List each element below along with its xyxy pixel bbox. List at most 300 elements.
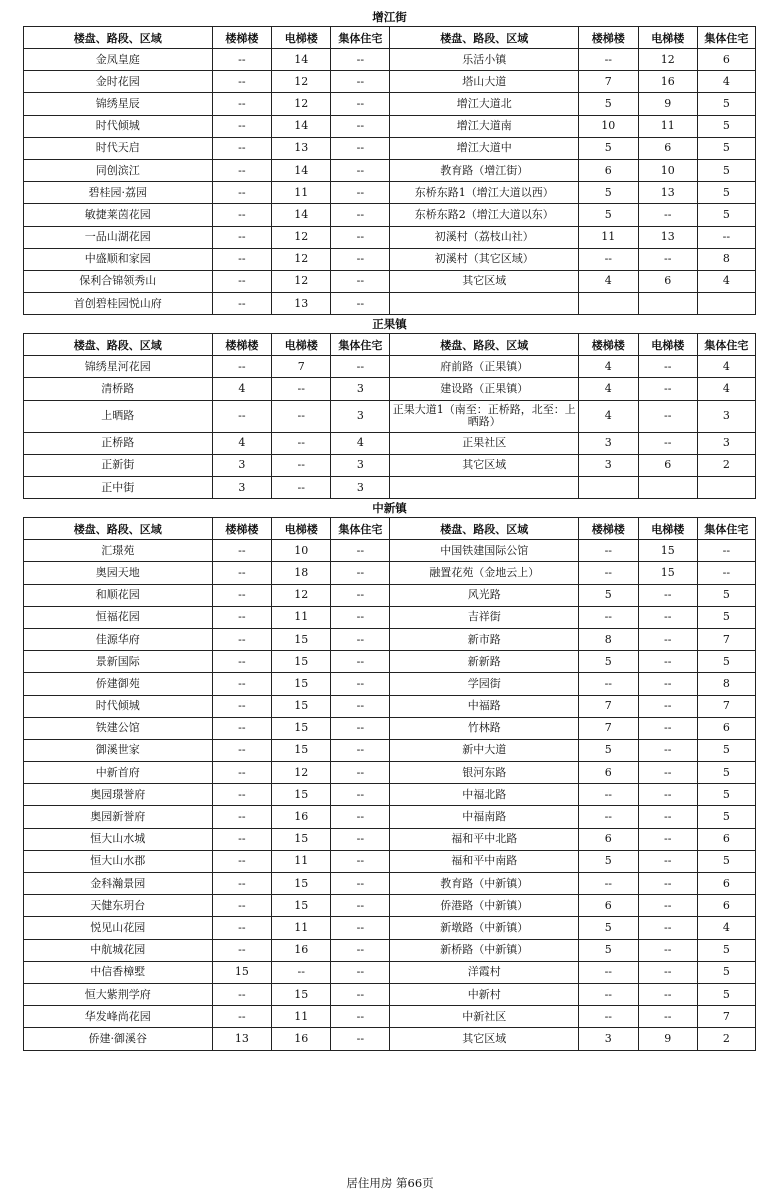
- table-row: [24, 983, 756, 1005]
- table-header-row: [24, 334, 756, 356]
- value-cell: --: [638, 873, 697, 895]
- value-cell: 12: [272, 762, 331, 784]
- table-row: [24, 917, 756, 939]
- value-cell: 10: [638, 159, 697, 181]
- value-cell: 5: [578, 850, 638, 872]
- location-cell: 恒大山水城: [24, 828, 213, 850]
- value-cell: 15: [272, 739, 331, 761]
- value-cell: 4: [697, 71, 755, 93]
- table-row: [24, 540, 756, 562]
- value-cell: 6: [638, 137, 697, 159]
- column-header: 楼梯楼: [578, 27, 638, 49]
- column-header: 楼盘、路段、区域: [24, 27, 213, 49]
- value-cell: --: [638, 739, 697, 761]
- value-cell: 6: [697, 895, 755, 917]
- value-cell: --: [331, 137, 390, 159]
- value-cell: 6: [697, 873, 755, 895]
- value-cell: 11: [638, 115, 697, 137]
- value-cell: 3: [578, 454, 638, 476]
- value-cell: --: [331, 71, 390, 93]
- value-cell: --: [331, 828, 390, 850]
- value-cell: --: [212, 917, 272, 939]
- table-row: [24, 115, 756, 137]
- value-cell: 15: [638, 540, 697, 562]
- value-cell: 7: [697, 628, 755, 650]
- location-cell: 中新社区: [390, 1006, 579, 1028]
- value-cell: [697, 293, 755, 315]
- location-cell: 景新国际: [24, 651, 213, 673]
- value-cell: --: [212, 1006, 272, 1028]
- location-cell: 塔山大道: [390, 71, 579, 93]
- location-cell: 侨港路（中新镇）: [390, 895, 579, 917]
- value-cell: [638, 293, 697, 315]
- value-cell: 15: [272, 895, 331, 917]
- value-cell: 5: [578, 137, 638, 159]
- value-cell: 2: [697, 454, 755, 476]
- location-cell: 铁建公馆: [24, 717, 213, 739]
- value-cell: --: [638, 400, 697, 432]
- table-row: [24, 584, 756, 606]
- value-cell: --: [212, 71, 272, 93]
- value-cell: --: [638, 378, 697, 400]
- table-row: [24, 137, 756, 159]
- value-cell: 3: [331, 378, 390, 400]
- section-title: 增江街: [372, 10, 407, 24]
- table-row: [24, 806, 756, 828]
- table-row: [24, 939, 756, 961]
- value-cell: --: [331, 939, 390, 961]
- value-cell: 9: [638, 1028, 697, 1050]
- location-cell: 正果社区: [390, 432, 579, 454]
- table-row: [24, 226, 756, 248]
- value-cell: 13: [638, 182, 697, 204]
- value-cell: 6: [697, 49, 755, 71]
- value-cell: --: [638, 673, 697, 695]
- column-header: 电梯楼: [638, 334, 697, 356]
- value-cell: --: [331, 917, 390, 939]
- value-cell: --: [212, 584, 272, 606]
- value-cell: --: [212, 673, 272, 695]
- value-cell: --: [331, 248, 390, 270]
- location-cell: 中福北路: [390, 784, 579, 806]
- value-cell: 5: [697, 137, 755, 159]
- value-cell: --: [331, 762, 390, 784]
- location-cell: 中新首府: [24, 762, 213, 784]
- value-cell: --: [331, 695, 390, 717]
- value-cell: 15: [272, 873, 331, 895]
- table-row: [24, 784, 756, 806]
- table-row: [24, 293, 756, 315]
- value-cell: 4: [578, 356, 638, 378]
- value-cell: --: [212, 248, 272, 270]
- value-cell: --: [638, 895, 697, 917]
- value-cell: 3: [331, 400, 390, 432]
- value-cell: --: [638, 651, 697, 673]
- value-cell: 4: [578, 400, 638, 432]
- location-cell: 其它区域: [390, 454, 579, 476]
- value-cell: --: [212, 226, 272, 248]
- table-row: [24, 1028, 756, 1050]
- location-cell: 新墩路（中新镇）: [390, 917, 579, 939]
- value-cell: 4: [697, 270, 755, 292]
- location-cell: 初溪村（荔枝山社）: [390, 226, 579, 248]
- value-cell: --: [212, 651, 272, 673]
- location-cell: 教育路（中新镇）: [390, 873, 579, 895]
- column-header: 楼盘、路段、区域: [24, 334, 213, 356]
- value-cell: --: [212, 115, 272, 137]
- value-cell: --: [638, 717, 697, 739]
- value-cell: 5: [697, 762, 755, 784]
- value-cell: --: [638, 628, 697, 650]
- value-cell: 15: [272, 983, 331, 1005]
- value-cell: 8: [697, 673, 755, 695]
- column-header: 电梯楼: [272, 334, 331, 356]
- value-cell: --: [638, 939, 697, 961]
- value-cell: 13: [212, 1028, 272, 1050]
- table-header-row: [24, 518, 756, 540]
- value-cell: --: [212, 137, 272, 159]
- location-cell: 清桥路: [24, 378, 213, 400]
- value-cell: --: [212, 628, 272, 650]
- value-cell: 12: [272, 270, 331, 292]
- value-cell: 15: [212, 961, 272, 983]
- location-cell: 同创滨江: [24, 159, 213, 181]
- value-cell: --: [331, 873, 390, 895]
- table-row: [24, 400, 756, 432]
- location-cell: 悦见山花园: [24, 917, 213, 939]
- location-cell: 时代倾城: [24, 695, 213, 717]
- column-header: 集体住宅: [331, 27, 390, 49]
- value-cell: 12: [272, 226, 331, 248]
- table-row: [24, 356, 756, 378]
- value-cell: --: [578, 562, 638, 584]
- value-cell: 11: [272, 917, 331, 939]
- location-cell: 东桥东路1（增江大道以西）: [390, 182, 579, 204]
- value-cell: --: [638, 1006, 697, 1028]
- location-cell: 中福南路: [390, 806, 579, 828]
- table-row: [24, 49, 756, 71]
- value-cell: 3: [697, 432, 755, 454]
- value-cell: --: [331, 1028, 390, 1050]
- column-header: 集体住宅: [331, 334, 390, 356]
- location-cell: 府前路（正果镇）: [390, 356, 579, 378]
- value-cell: --: [638, 917, 697, 939]
- value-cell: --: [638, 828, 697, 850]
- value-cell: 3: [578, 1028, 638, 1050]
- column-header: 电梯楼: [272, 27, 331, 49]
- value-cell: 5: [697, 182, 755, 204]
- value-cell: 15: [272, 651, 331, 673]
- value-cell: --: [212, 49, 272, 71]
- value-cell: --: [638, 784, 697, 806]
- column-header: 楼梯楼: [212, 518, 272, 540]
- value-cell: 15: [272, 695, 331, 717]
- column-header: 楼盘、路段、区域: [390, 334, 579, 356]
- location-cell: 学园街: [390, 673, 579, 695]
- location-cell: 华发峰尚花园: [24, 1006, 213, 1028]
- location-cell: 恒大紫荆学府: [24, 983, 213, 1005]
- location-cell: 奥园天地: [24, 562, 213, 584]
- location-cell: 中信香樟墅: [24, 961, 213, 983]
- value-cell: 7: [578, 717, 638, 739]
- value-cell: 14: [272, 204, 331, 226]
- location-cell: 时代天启: [24, 137, 213, 159]
- value-cell: 12: [272, 93, 331, 115]
- value-cell: 12: [272, 71, 331, 93]
- value-cell: 3: [331, 477, 390, 499]
- value-cell: --: [638, 356, 697, 378]
- location-cell: 建设路（正果镇）: [390, 378, 579, 400]
- value-cell: --: [212, 293, 272, 315]
- value-cell: 4: [697, 917, 755, 939]
- value-cell: 4: [212, 432, 272, 454]
- value-cell: --: [331, 717, 390, 739]
- table-row: [24, 1006, 756, 1028]
- location-cell: 恒大山水郡: [24, 850, 213, 872]
- table-row: [24, 961, 756, 983]
- value-cell: --: [272, 378, 331, 400]
- value-cell: --: [331, 606, 390, 628]
- value-cell: --: [638, 961, 697, 983]
- value-cell: 15: [272, 784, 331, 806]
- value-cell: --: [272, 400, 331, 432]
- location-cell: 和顺花园: [24, 584, 213, 606]
- value-cell: 4: [578, 270, 638, 292]
- value-cell: --: [331, 584, 390, 606]
- value-cell: 5: [578, 204, 638, 226]
- value-cell: 7: [697, 1006, 755, 1028]
- section-title: 正果镇: [372, 317, 407, 332]
- value-cell: --: [212, 939, 272, 961]
- value-cell: 6: [697, 717, 755, 739]
- value-cell: 4: [331, 432, 390, 454]
- table-row: [24, 248, 756, 270]
- location-cell: 融置花苑（金地云上）: [390, 562, 579, 584]
- table-row: [24, 717, 756, 739]
- price-table: [23, 26, 756, 315]
- location-cell: 正果大道1（南至：正桥路，北至：上晒路）: [390, 400, 579, 432]
- value-cell: --: [331, 739, 390, 761]
- location-cell: 正中街: [24, 477, 213, 499]
- value-cell: 11: [272, 182, 331, 204]
- location-cell: 首创碧桂园悦山府: [24, 293, 213, 315]
- table-row: [24, 695, 756, 717]
- document-body: [23, 8, 756, 1051]
- value-cell: 16: [272, 1028, 331, 1050]
- location-cell: 福和平中北路: [390, 828, 579, 850]
- value-cell: --: [212, 356, 272, 378]
- location-cell: 竹林路: [390, 717, 579, 739]
- location-cell: 新桥路（中新镇）: [390, 939, 579, 961]
- value-cell: 7: [578, 71, 638, 93]
- value-cell: --: [578, 673, 638, 695]
- value-cell: 5: [697, 93, 755, 115]
- location-cell: 福和平中南路: [390, 850, 579, 872]
- value-cell: --: [331, 850, 390, 872]
- value-cell: --: [697, 562, 755, 584]
- value-cell: --: [212, 270, 272, 292]
- value-cell: --: [578, 806, 638, 828]
- value-cell: 5: [697, 204, 755, 226]
- column-header: 电梯楼: [638, 27, 697, 49]
- value-cell: 3: [212, 454, 272, 476]
- value-cell: --: [212, 873, 272, 895]
- value-cell: --: [212, 695, 272, 717]
- table-row: [24, 432, 756, 454]
- value-cell: [697, 477, 755, 499]
- value-cell: --: [331, 270, 390, 292]
- table-row: [24, 71, 756, 93]
- value-cell: 4: [697, 378, 755, 400]
- value-cell: --: [331, 159, 390, 181]
- value-cell: --: [578, 49, 638, 71]
- value-cell: --: [212, 159, 272, 181]
- value-cell: --: [212, 895, 272, 917]
- value-cell: --: [212, 739, 272, 761]
- location-cell: 碧桂园·荔园: [24, 182, 213, 204]
- table-row: [24, 270, 756, 292]
- page-footer: 居住用房 第66页: [346, 1176, 434, 1190]
- value-cell: 5: [578, 917, 638, 939]
- value-cell: --: [331, 356, 390, 378]
- value-cell: 5: [578, 739, 638, 761]
- location-cell: 东桥东路2（增江大道以东）: [390, 204, 579, 226]
- location-cell: 天健东玥台: [24, 895, 213, 917]
- location-cell: [390, 477, 579, 499]
- value-cell: --: [212, 204, 272, 226]
- column-header: 楼盘、路段、区域: [390, 518, 579, 540]
- value-cell: --: [212, 784, 272, 806]
- value-cell: --: [212, 983, 272, 1005]
- column-header: 电梯楼: [638, 518, 697, 540]
- column-header: 集体住宅: [697, 27, 755, 49]
- value-cell: --: [331, 49, 390, 71]
- value-cell: 7: [272, 356, 331, 378]
- value-cell: --: [212, 562, 272, 584]
- value-cell: 5: [697, 739, 755, 761]
- value-cell: --: [212, 93, 272, 115]
- location-cell: 中国铁建国际公馆: [390, 540, 579, 562]
- value-cell: 4: [578, 378, 638, 400]
- table-row: [24, 182, 756, 204]
- value-cell: --: [638, 584, 697, 606]
- value-cell: 13: [272, 293, 331, 315]
- value-cell: 12: [638, 49, 697, 71]
- location-cell: 中航城花园: [24, 939, 213, 961]
- value-cell: 15: [272, 628, 331, 650]
- column-header: 楼梯楼: [578, 334, 638, 356]
- value-cell: --: [212, 850, 272, 872]
- location-cell: 增江大道南: [390, 115, 579, 137]
- location-cell: 时代倾城: [24, 115, 213, 137]
- location-cell: 上晒路: [24, 400, 213, 432]
- value-cell: --: [331, 784, 390, 806]
- value-cell: --: [697, 540, 755, 562]
- table-row: [24, 477, 756, 499]
- value-cell: 7: [578, 695, 638, 717]
- value-cell: 5: [697, 159, 755, 181]
- location-cell: 中新村: [390, 983, 579, 1005]
- value-cell: 4: [697, 356, 755, 378]
- location-cell: 正新街: [24, 454, 213, 476]
- value-cell: 6: [697, 828, 755, 850]
- value-cell: --: [212, 400, 272, 432]
- location-cell: 洋霞村: [390, 961, 579, 983]
- value-cell: --: [331, 806, 390, 828]
- value-cell: 3: [212, 477, 272, 499]
- table-row: [24, 873, 756, 895]
- value-cell: 6: [578, 895, 638, 917]
- value-cell: 10: [272, 540, 331, 562]
- value-cell: --: [638, 606, 697, 628]
- value-cell: --: [331, 226, 390, 248]
- column-header: 集体住宅: [331, 518, 390, 540]
- location-cell: 中盛顺和家园: [24, 248, 213, 270]
- location-cell: 其它区域: [390, 270, 579, 292]
- value-cell: --: [331, 93, 390, 115]
- value-cell: 15: [272, 717, 331, 739]
- value-cell: --: [331, 1006, 390, 1028]
- value-cell: 6: [638, 270, 697, 292]
- location-cell: 汇璟苑: [24, 540, 213, 562]
- value-cell: 13: [638, 226, 697, 248]
- location-cell: 金时花园: [24, 71, 213, 93]
- location-cell: 侨建·御溪谷: [24, 1028, 213, 1050]
- column-header: 集体住宅: [697, 334, 755, 356]
- value-cell: 16: [272, 939, 331, 961]
- location-cell: 银河东路: [390, 762, 579, 784]
- table-row: [24, 378, 756, 400]
- value-cell: --: [331, 562, 390, 584]
- value-cell: 11: [272, 850, 331, 872]
- table-row: [24, 762, 756, 784]
- value-cell: 14: [272, 159, 331, 181]
- table-row: [24, 828, 756, 850]
- value-cell: --: [578, 961, 638, 983]
- value-cell: --: [212, 540, 272, 562]
- value-cell: --: [638, 762, 697, 784]
- value-cell: --: [331, 651, 390, 673]
- value-cell: --: [331, 673, 390, 695]
- table-row: [24, 628, 756, 650]
- price-table: [23, 517, 756, 1050]
- value-cell: --: [638, 204, 697, 226]
- value-cell: 5: [578, 182, 638, 204]
- value-cell: 5: [578, 93, 638, 115]
- value-cell: --: [331, 204, 390, 226]
- column-header: 楼梯楼: [212, 27, 272, 49]
- value-cell: [578, 293, 638, 315]
- value-cell: 14: [272, 115, 331, 137]
- value-cell: --: [331, 628, 390, 650]
- table-row: [24, 850, 756, 872]
- value-cell: --: [578, 1006, 638, 1028]
- location-cell: 乐活小镇: [390, 49, 579, 71]
- location-cell: 增江大道中: [390, 137, 579, 159]
- value-cell: --: [212, 717, 272, 739]
- location-cell: 侨建御苑: [24, 673, 213, 695]
- table-header-row: [24, 27, 756, 49]
- location-cell: 教育路（增江街）: [390, 159, 579, 181]
- value-cell: --: [331, 961, 390, 983]
- value-cell: 15: [638, 562, 697, 584]
- value-cell: --: [331, 540, 390, 562]
- value-cell: --: [272, 432, 331, 454]
- value-cell: --: [578, 540, 638, 562]
- value-cell: 18: [272, 562, 331, 584]
- value-cell: 5: [697, 983, 755, 1005]
- value-cell: --: [331, 895, 390, 917]
